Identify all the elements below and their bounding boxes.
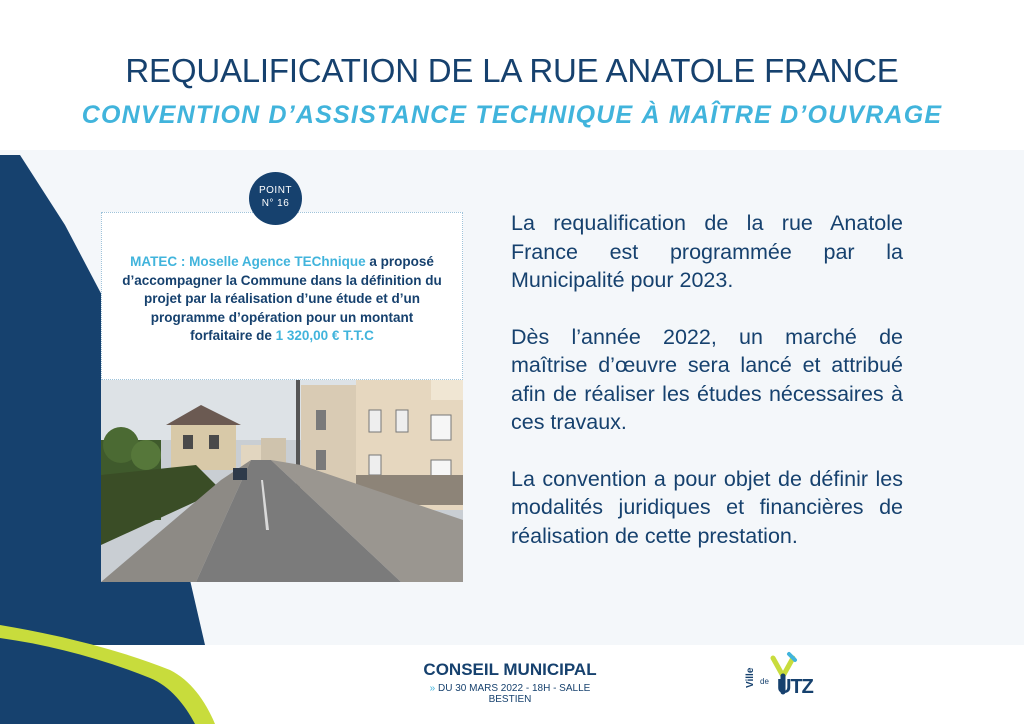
point-number: N° 16 [261, 198, 290, 209]
logo-de: de [760, 677, 769, 686]
point-label: POINT [258, 185, 293, 196]
footer-date: DU 30 MARS 2022 - 18H - SALLE BESTIEN [438, 683, 591, 705]
page-subtitle: CONVENTION D’ASSISTANCE TECHNIQUE À MAÎTRE D’OUVRAGE [81, 101, 943, 129]
org-name: MATEC : Moselle Agence TEChnique [130, 254, 366, 269]
lime-wave [0, 610, 220, 724]
matec-text: a proposé d’accompagner la Commune dans la définition du projet par la réalisation d’une étude et d’un programme d’opération pour un montant forfaitaire de [122, 254, 442, 343]
ville-de-yutz-logo [745, 650, 825, 700]
paragraph-1: La requalification de la rue Anatole France est programmée par la Municipalité pour 2023. [511, 211, 903, 292]
logo-utz: UTZ [777, 676, 813, 698]
matec-info-box [101, 212, 463, 380]
footer-subtitle [410, 683, 610, 705]
header [0, 0, 1024, 150]
logo-ville: Ville [745, 667, 756, 688]
amount: 1 320,00 € T.T.C [275, 328, 374, 343]
page-title: REQUALIFICATION DE LA RUE ANATOLE FRANCE [125, 52, 899, 89]
double-chevron-icon: » [429, 683, 436, 694]
point-badge [249, 172, 302, 225]
matec-description [118, 253, 446, 346]
street-photo [101, 380, 463, 582]
paragraph-3: La convention a pour objet de définir les modalités juridiques et financières de réalisation de cette prestation. [511, 466, 903, 548]
street-photo-illustration [101, 380, 463, 582]
paragraph-2: Dès l’année 2022, un marché de maîtrise d’œuvre sera lancé et attribué afin de réaliser les études nécessaires à ces travaux. [511, 324, 903, 434]
footer-title: CONSEIL MUNICIPAL [423, 660, 597, 679]
body-text [511, 209, 903, 578]
